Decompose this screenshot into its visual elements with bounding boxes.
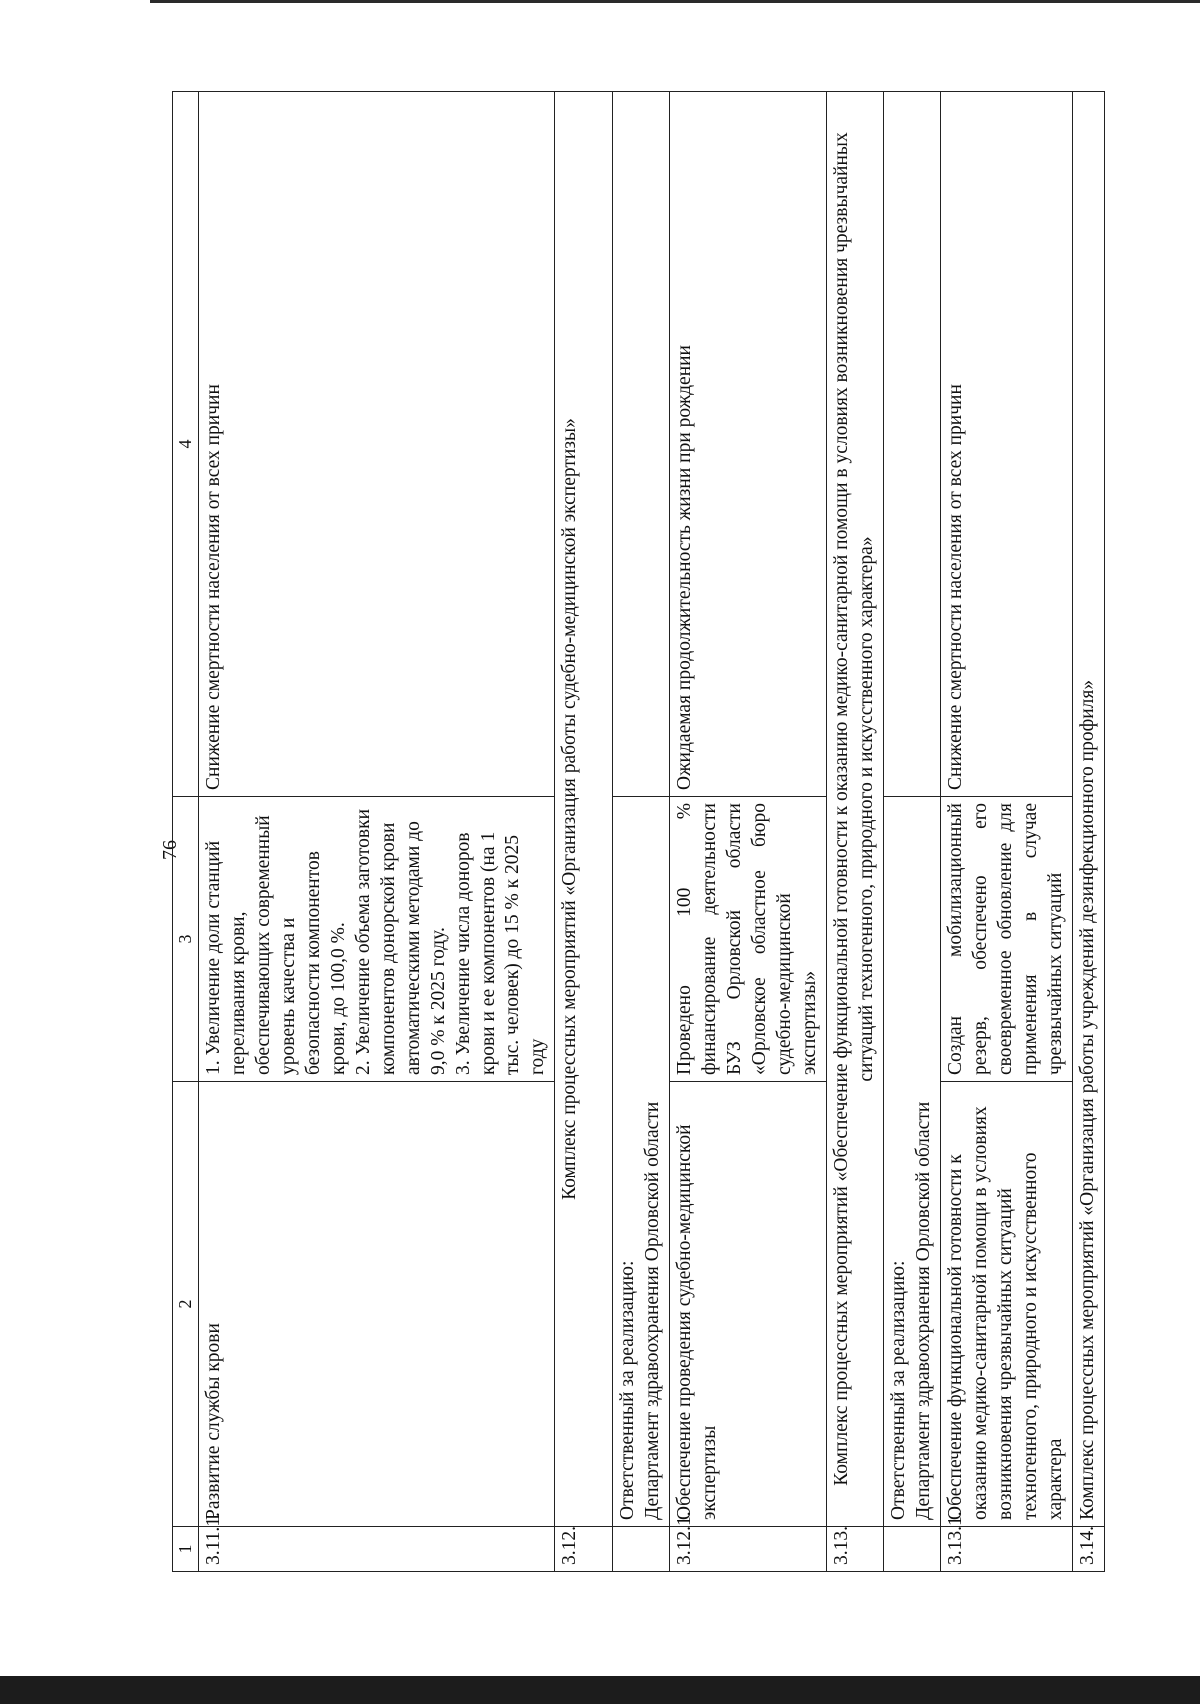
header-col-4: 4 xyxy=(173,92,199,797)
header-col-1: 1 xyxy=(173,1527,199,1572)
header-col-3: 3 xyxy=(173,797,199,1082)
row-code: 3.13.1. xyxy=(940,1527,1072,1572)
scan-edge-bottom xyxy=(0,1676,1200,1704)
row-results xyxy=(199,797,555,1082)
table-row-3-13-1 xyxy=(940,92,1072,1572)
result-item: 1. Увеличение доли станций переливания крови, обеспечивающих современный уровень качества и безопасности компонентов крови, до 100,0 %. xyxy=(203,815,349,1075)
responsible-text: Департамент здравоохранения Орловской области xyxy=(912,1101,934,1520)
result-item: 2. Увеличение объема заготовки компонентов донорской крови автоматическими методами до 9,0 % к 2025 году. xyxy=(352,808,449,1075)
empty-cell xyxy=(883,92,940,797)
empty-cell xyxy=(613,92,670,797)
row-task: Обеспечение функциональной готовности к оказанию медико-санитарной помощи в условиях возникновения чрезвычайных ситуаций техногенного, природного и искусственного характера xyxy=(940,1082,1072,1527)
section-code: 3.13. xyxy=(827,1527,884,1572)
section-code: 3.14. xyxy=(1072,1527,1104,1572)
responsible-label: Ответственный за реализацию: xyxy=(617,1260,639,1520)
responsible-text: Департамент здравоохранения Орловской области xyxy=(642,1101,664,1520)
empty-cell xyxy=(883,1527,940,1572)
row-indicator: Ожидаемая продолжительность жизни при рождении xyxy=(670,92,827,797)
result-item: 3. Увеличение числа доноров крови и ее компонентов (на 1 тыс. человек) до 15 % к 2025 году xyxy=(452,831,549,1075)
row-task: Обеспечение проведения судебно-медицинской экспертизы xyxy=(670,1082,827,1527)
table-row-3-12-1 xyxy=(670,92,827,1572)
table-row-3-11-1 xyxy=(199,92,555,1572)
responsible-cell xyxy=(613,797,670,1527)
responsible-row-3-12 xyxy=(613,92,670,1572)
measures-table xyxy=(172,91,1105,1572)
section-title: Комплекс процессных мероприятий «Организация работы судебно-медицинской экспертизы» xyxy=(555,92,613,1527)
row-result: Проведено 100 % финансирование деятельности БУЗ Орловской области «Орловское областное бюро судебно-медицинской экспертизы» xyxy=(670,797,827,1082)
row-indicator: Снижение смертности населения от всех причин xyxy=(940,92,1072,797)
responsible-row-3-13 xyxy=(883,92,940,1572)
section-row-3-14 xyxy=(1072,92,1104,1572)
responsible-label: Ответственный за реализацию: xyxy=(887,1260,909,1520)
rotated-page-content xyxy=(172,92,1098,1572)
section-row-3-12 xyxy=(555,92,613,1572)
responsible-cell xyxy=(883,797,940,1527)
section-row-3-13 xyxy=(827,92,884,1572)
row-task: Развитие службы крови xyxy=(199,1082,555,1527)
scan-edge-top xyxy=(150,0,1200,3)
row-result: Создан мобилизационный резерв, обеспечено его своевременное обновление для применения в случае чрезвычайных ситуаций xyxy=(940,797,1072,1082)
table-header-row xyxy=(173,92,199,1572)
section-code: 3.12. xyxy=(555,1527,613,1572)
section-title: Комплекс процессных мероприятий «Обеспечение функциональной готовности к оказанию медико-санитарной помощи в условиях возникновения чрезвычайных ситуаций техногенного, природного и искусственного характера» xyxy=(827,92,884,1527)
row-indicator: Снижение смертности населения от всех причин xyxy=(199,92,555,797)
row-code: 3.12.1. xyxy=(670,1527,827,1572)
row-code: 3.11.1. xyxy=(199,1527,555,1572)
header-col-2: 2 xyxy=(173,1082,199,1527)
empty-cell xyxy=(613,1527,670,1572)
page-number: 76 xyxy=(159,840,181,860)
section-title: Комплекс процессных мероприятий «Организация работы учреждений дезинфекционного профиля» xyxy=(1072,92,1104,1527)
